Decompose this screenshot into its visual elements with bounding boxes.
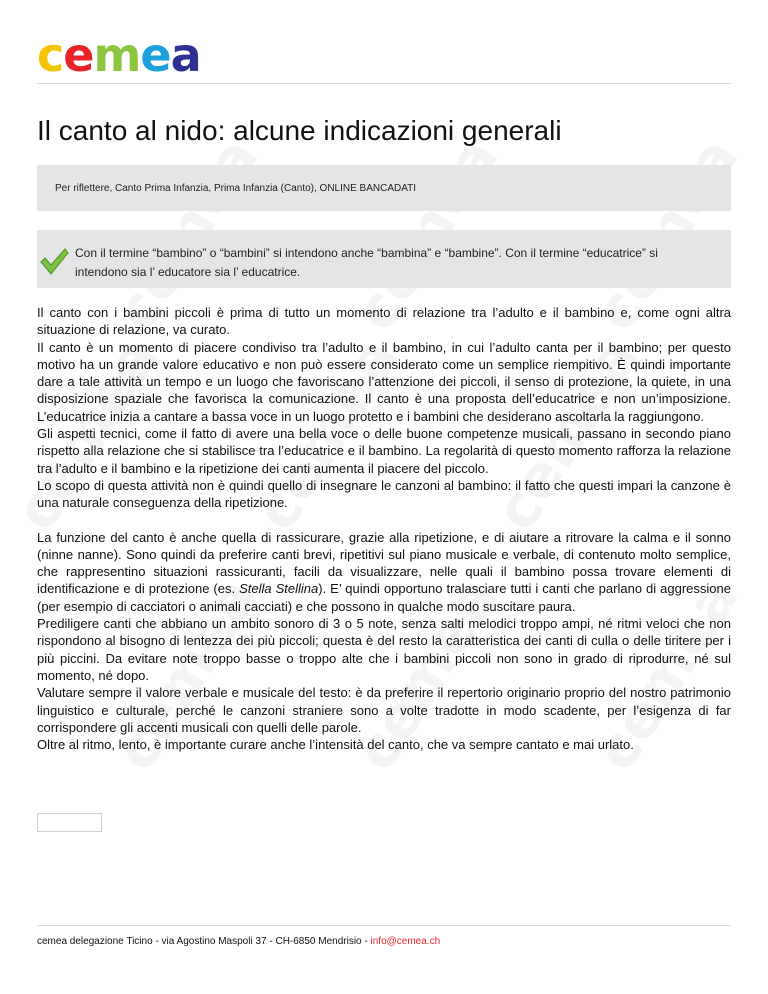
logo-letter: e — [140, 28, 171, 82]
paragraph-text: La funzione del canto è anche quella di rassicurare, grazie alla ripetizione, e di aiutare a ritrovare la calma e il sonno (ninne nanne). Sono quindi da preferire canti brevi, ripetitivi sul piano musicale e verbale, di contenuto molto semplice, che rappresentino situazioni rassicuranti, facili da visualizzare, nelle quali il bambino possa trovare elementi di identificazione e di protezione (es. — [37, 529, 731, 597]
tags-text: Per riflettere, Canto Prima Infanzia, Prima Infanzia (Canto), ONLINE BANCADATI — [55, 183, 417, 194]
checkmark-icon — [39, 246, 69, 276]
paragraph — [37, 529, 731, 615]
paragraph-spacer — [37, 512, 731, 529]
paragraph: Oltre al ritmo, lento, è importante curare anche l’intensità del canto, che va sempre cantato e mai urlato. — [37, 737, 634, 753]
paragraph: Il canto con i bambini piccoli è prima di tutto un momento di relazione tra l’adulto e il bambino e, come ogni altra situazione di relazione, va curato. — [37, 305, 731, 338]
logo-letter: c — [37, 28, 64, 82]
song-title: Stella Stellina — [239, 581, 319, 597]
paragraph: Prediligere canti che abbiano un ambito sonoro di 3 o 5 note, senza salti melodici troppo ampi, né ritmi veloci che non rispondono al bisogno di lentezza dei più piccoli; questa è del resto la caratteristica dei canti di culla o delle tiritere per i più piccini. Da evitare note troppo basse o troppo alte che i bambini piccoli non sono in grado di riprodurre, né sul momento, né dopo. — [37, 616, 731, 683]
logo-letter: a — [170, 28, 201, 82]
paragraph: Lo scopo di questa attività non è quindi quello di insegnare le canzoni al bambino: il fatto che questi impari la canzone è una naturale conseguenza della ripetizione. — [37, 477, 731, 511]
email-link[interactable]: info@cemea.ch — [370, 936, 441, 947]
logo-letter: m — [93, 28, 141, 82]
logo-letter: e — [63, 28, 94, 82]
footer-address: cemea delegazione Ticino - via Agostino Maspoli 37 - CH-6850 Mendrisio - — [37, 936, 371, 947]
cemea-logo[interactable] — [37, 28, 201, 82]
footer-divider — [37, 925, 731, 926]
empty-box[interactable] — [37, 813, 102, 832]
footer — [37, 936, 440, 947]
paragraph: Gli aspetti tecnici, come il fatto di avere una bella voce o delle buone competenze musicali, passano in secondo piano rispetto alla relazione che si stabilisce tra l’educatrice e il bambino. La regolarità di questo momento rafforza la relazione tra l’adulto e il bambino e la ripetizione dei canti aumenta il piacere del piccolo. — [37, 426, 731, 476]
paragraph: Il canto è un momento di piacere condiviso tra l’adulto e il bambino, in cui l’adulto canta per il bambino; per questo motivo ha un grande valore educativo e non può essere considerato come un semplice riempitivo. È quindi importante dare a tale attività un tempo e un luogo che favoriscano l’attenzione dei piccoli, il senso di protezione, la quiete, in una disposizione spaziale che favorisca la comunicazione. Il canto è una proposta dell’educatrice e non un’imposizione. L’educatrice inizia a cantare a bassa voce in un luogo protetto e i bambini che desiderano ascoltarla la raggiungono. — [37, 339, 731, 424]
note-text: Con il termine “bambino” o “bambini” si intendono anche “bambina” e “bambine”. Con il termine “educatrice” si intendono sia l’ educatore sia l’ educatrice. — [75, 246, 658, 279]
paragraph-text: ). E’ quindi opportuno tralasciare tutti i canti che parlano di aggressione (per esempio di cacciatori o animali cacciati) e che possono in qualche modo suscitare paura. — [37, 581, 731, 614]
paragraph: Valutare sempre il valore verbale e musicale del testo: è da preferire il repertorio originario proprio del nostro patrimonio linguistico e culturale, perché le canzoni straniere sono a volte tradotte in modo scadente, per l’esigenza di far corrispondere gli accenti musicali con quelli delle parole. — [37, 685, 731, 735]
article-body — [37, 304, 731, 753]
header-divider — [37, 83, 731, 84]
note-box — [37, 230, 731, 288]
tags-box — [37, 165, 731, 211]
page-title: Il canto al nido: alcune indicazioni generali — [37, 115, 562, 146]
